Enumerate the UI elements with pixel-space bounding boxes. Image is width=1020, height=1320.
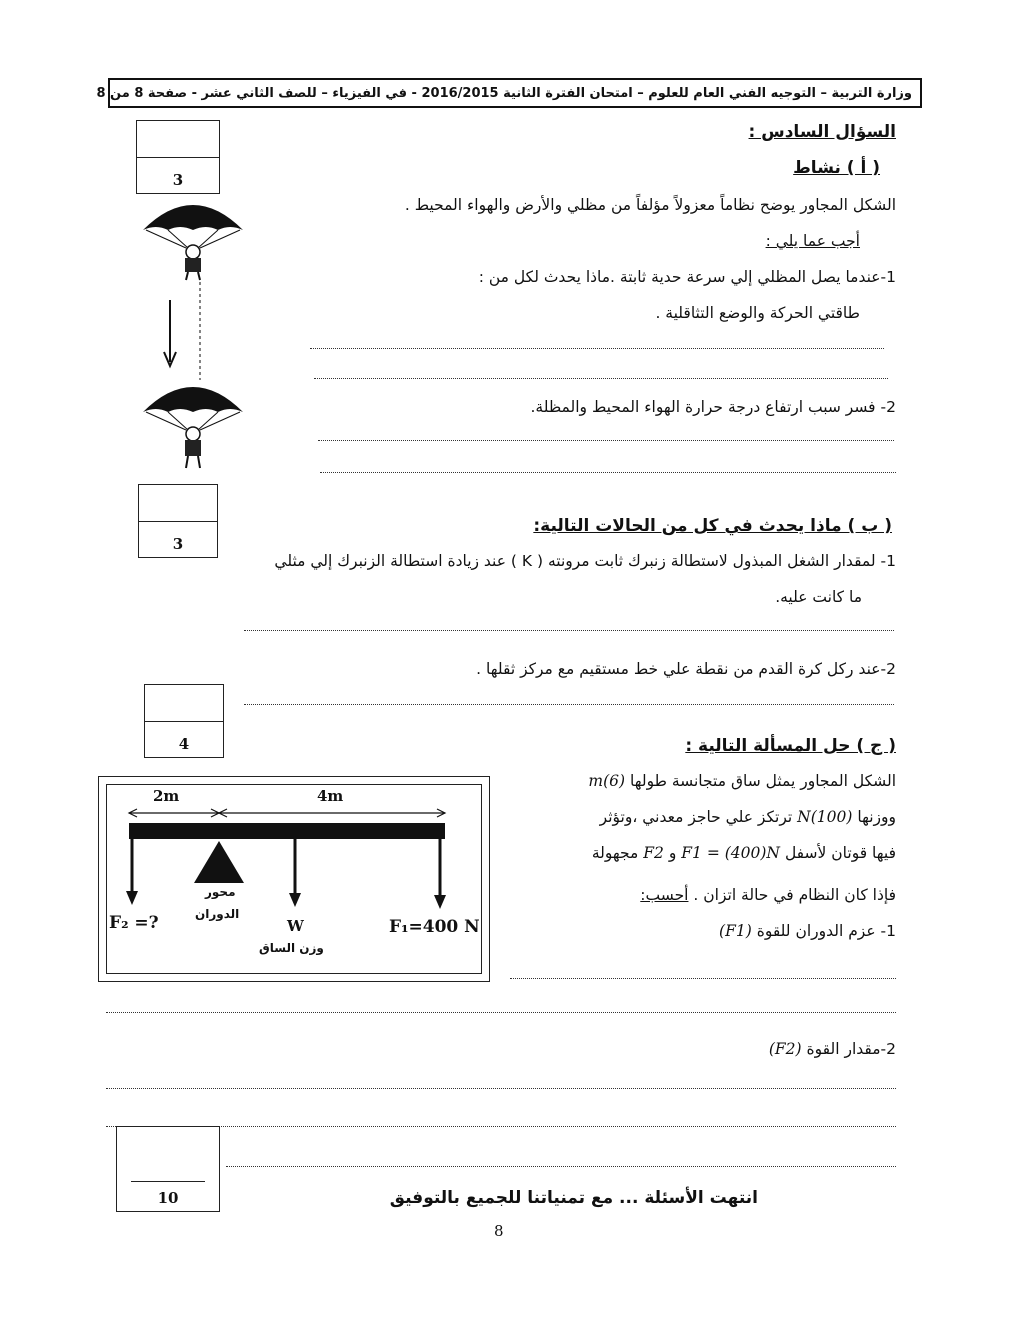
parachute-bottom (143, 387, 243, 468)
w-label: W (287, 917, 304, 935)
part-c-line1 (588, 772, 896, 790)
question-title: السؤال السادس : (748, 122, 896, 142)
part-c-q1 (719, 922, 896, 940)
score-box-c (144, 684, 224, 758)
dim-right-label: 4m (317, 787, 344, 805)
answer-line[interactable] (244, 630, 894, 631)
lever-figure (98, 776, 490, 982)
part-c-line2 (600, 808, 896, 826)
part-c-line2-post: ترتكز علي حاجز معدني ،وتؤثر (599, 808, 793, 826)
part-a-intro: الشكل المجاور يوضح نظاماً معزولاً مؤلفاً من مظلي والأرض والهواء المحيط . (404, 196, 896, 214)
part-c-q1-text: 1- عزم الدوران للقوة (756, 922, 896, 940)
closing-message: انتهت الأسئلة ... مع تمنياتنا للجميع بالتوفيق (389, 1188, 758, 1208)
part-c-line3-post: مجهولة (591, 844, 639, 862)
score-b-value: 3 (172, 535, 184, 553)
part-c-calc: أحسب: (640, 886, 689, 904)
answer-line[interactable] (226, 1166, 896, 1167)
pivot-label-1: محور (205, 885, 236, 899)
part-c-q2-math: (F2) (768, 1040, 802, 1058)
score-c-value: 4 (178, 735, 190, 753)
total-score-box (116, 1126, 220, 1212)
part-a-answer-prompt: أجب عما يلي : (765, 232, 860, 250)
part-c-line4 (640, 886, 896, 904)
answer-line[interactable] (510, 978, 896, 979)
answer-line[interactable] (310, 348, 884, 349)
part-b-q2: 2-عند ركل كرة القدم من نقطة علي خط مستقيم مع مركز ثقلها . (476, 660, 896, 678)
w-caption: وزن الساق (259, 941, 324, 955)
f1-label: F₁=400 N (389, 917, 480, 937)
answer-line[interactable] (106, 1012, 896, 1013)
answer-line[interactable] (318, 440, 894, 441)
part-c-q2-text: 2-مقدار القوة (806, 1040, 896, 1058)
f2-label: F₂ =? (109, 913, 159, 933)
answer-line[interactable] (314, 378, 888, 379)
answer-line[interactable] (106, 1088, 896, 1089)
part-c-line2-pre: ووزنها (857, 808, 896, 826)
part-a-q2: 2- فسر سبب ارتفاع درجة حرارة الهواء المحيط والمظلة. (530, 398, 896, 416)
part-c-line4-pre: فإذا كان النظام في حالة اتزان . (693, 886, 896, 904)
part-c-line3-mid: و (668, 844, 677, 862)
part-c-q2 (769, 1040, 896, 1058)
exam-header (96, 78, 922, 108)
answer-line[interactable] (320, 472, 896, 473)
rod-weight: (100)N (797, 808, 853, 826)
part-a-q1-line2: طاقتي الحركة والوضع التثاقلية . (655, 304, 860, 322)
part-b-q1-line2: ما كانت عليه. (775, 588, 862, 606)
answer-line[interactable] (244, 704, 894, 705)
part-c-heading: ( ج ) حل المسألة التالية : (685, 736, 896, 756)
part-c-line3 (592, 844, 896, 862)
parachute-top (143, 205, 243, 280)
part-c-q1-math: (F1) (719, 922, 752, 940)
dim-left-label: 2m (153, 787, 180, 805)
part-b-q1-line1: 1- لمقدار الشغل المبذول لاستطالة زنبرك ثابت مرونته ( K ) عند زيادة استطالة الزنبرك إلي مثلي (274, 552, 896, 570)
parachutist-figure (138, 190, 248, 480)
total-score-value: 10 (157, 1189, 179, 1207)
rod-length: (6)m (588, 772, 626, 790)
rod (129, 823, 445, 839)
page-number: 8 (494, 1222, 504, 1240)
score-box-a (136, 120, 220, 194)
force-f2: F2 (643, 844, 664, 862)
pivot-label-2: الدوران (195, 907, 240, 921)
part-c-line1-text: الشكل المجاور يمثل ساق متجانسة طولها (630, 772, 896, 790)
answer-line[interactable] (106, 1126, 896, 1127)
score-box-b (138, 484, 218, 558)
part-a-heading: ( أ ) نشاط (793, 158, 880, 178)
header-text: وزارة التربية – التوجيه الفني العام للعلوم – امتحان الفترة الثانية 2016/2015 - في الفيزياء – للصف الثاني عشر - صفحة 8 من 8 (96, 86, 912, 101)
force-f1: F1 = (400)N (681, 844, 780, 862)
pivot-triangle (194, 841, 244, 883)
part-a-q1-line1: 1-عندما يصل المظلي إلي سرعة حدية ثابتة .ماذا يحدث لكل من : (478, 268, 896, 286)
part-b-heading: ( ب ) ماذا يحدث في كل من الحالات التالية: (533, 516, 892, 536)
part-c-line3-pre: فيها قوتان لأسفل (784, 844, 896, 862)
score-a-value: 3 (172, 171, 184, 189)
